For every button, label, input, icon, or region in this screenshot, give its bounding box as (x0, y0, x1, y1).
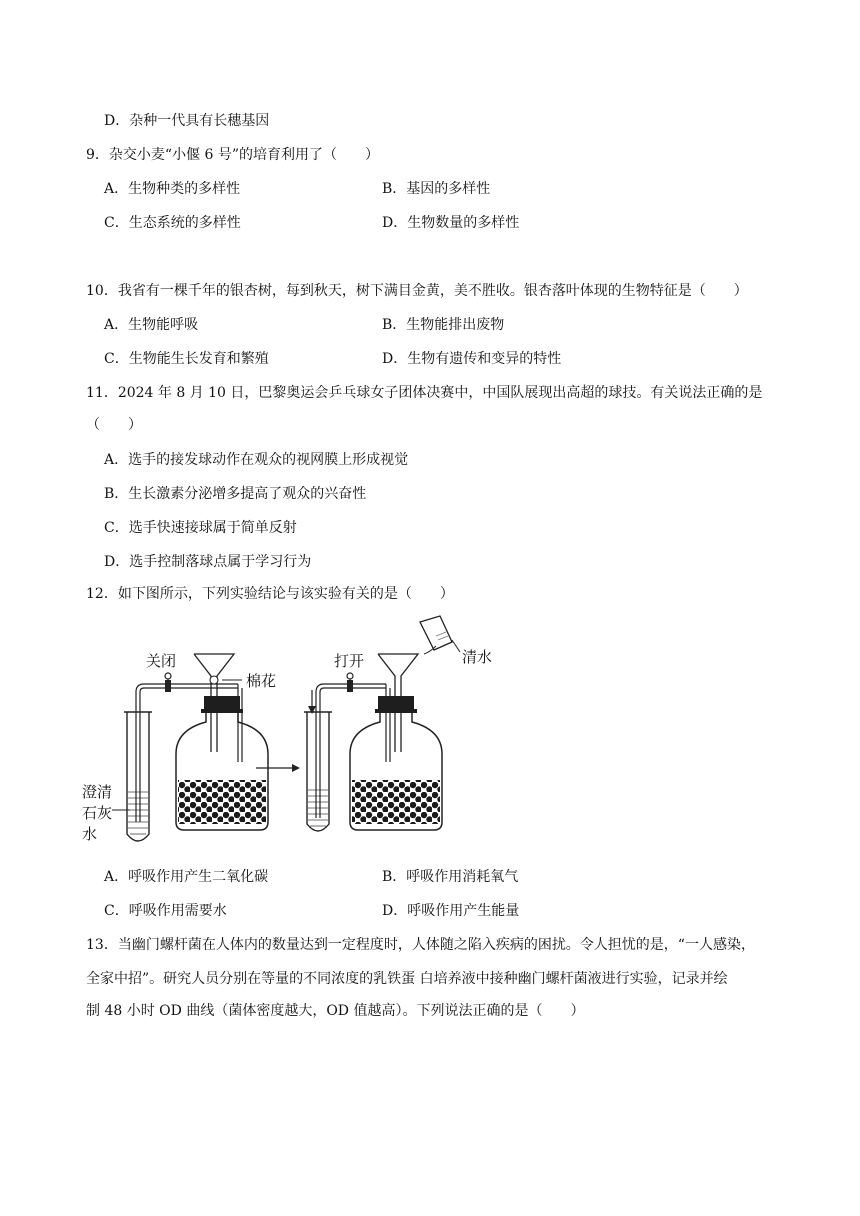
label-water: 清水 (462, 648, 493, 666)
limewater-liquid (128, 792, 148, 834)
q13-stem-line3: 制 48 小时 OD 曲线（菌体密度越大，OD 值越高）。下列说法正确的是（ ） (86, 1003, 585, 1019)
left-seeds (178, 780, 266, 824)
q11-option-a: A．选手的接发球动作在观众的视网膜上形成视觉 (104, 452, 409, 468)
right-valve (347, 673, 353, 692)
q10-option-b: B．生物能排出废物 (382, 317, 505, 333)
right-limewater-liquid (308, 790, 328, 826)
label-cotton: 棉花 (246, 672, 277, 690)
label-close: 关闭 (146, 652, 177, 670)
q9-option-c: C．生态系统的多样性 (104, 215, 241, 231)
q8-option-d: D．杂种一代具有长穗基因 (104, 113, 270, 129)
q9-stem: 9．杂交小麦“小偃 6 号”的培育利用了（ ） (86, 147, 380, 163)
right-apparatus (304, 616, 492, 831)
q12-option-b: B．呼吸作用消耗氧气 (382, 869, 519, 885)
left-apparatus (82, 652, 276, 843)
right-stopper (378, 696, 414, 710)
label-open: 打开 (334, 652, 365, 670)
beaker-pouring (420, 616, 452, 654)
q13-stem-line2: 全家中招”。研究人员分别在等量的不同浓度的乳铁蛋 白培养液中接种幽门螺杆菌液进行实验，记录并绘 (86, 971, 728, 987)
left-valve (165, 673, 171, 692)
q9-option-b: B．基因的多样性 (382, 181, 491, 197)
label-limewater-2: 石灰 (82, 804, 113, 822)
q9-option-a: A．生物种类的多样性 (104, 181, 241, 197)
q12-option-a: A．呼吸作用产生二氧化碳 (104, 869, 269, 885)
q10-option-d: D．生物有遗传和变异的特性 (382, 351, 562, 367)
q11-option-d: D．选手控制落球点属于学习行为 (104, 554, 312, 570)
label-limewater-1: 澄清 (82, 783, 113, 801)
q11-option-b: B．生长激素分泌增多提高了观众的兴奋性 (104, 486, 367, 502)
left-stopper (204, 696, 240, 710)
transition-arrow (256, 764, 300, 772)
q10-option-c: C．生物能生长发育和繁殖 (104, 351, 269, 367)
q9-option-d: D．生物数量的多样性 (382, 215, 520, 231)
right-test-tube (307, 712, 329, 831)
q11-stem-line2: （ ） (86, 417, 142, 433)
q12-experiment-figure (80, 612, 500, 848)
right-seeds (352, 780, 440, 824)
q10-stem: 10．我省有一棵千年的银杏树，每到秋天，树下满目金黄，美不胜收。银杏落叶体现的生物特征是（ ） (86, 283, 748, 299)
q12-stem: 12．如下图所示，下列实验结论与该实验有关的是（ ） (86, 586, 454, 602)
q11-option-c: C．选手快速接球属于简单反射 (104, 520, 297, 536)
q12-option-d: D．呼吸作用产生能量 (382, 903, 520, 919)
label-limewater-3: 水 (82, 825, 98, 843)
q12-option-c: C．呼吸作用需要水 (104, 903, 227, 919)
q10-option-a: A．生物能呼吸 (104, 317, 199, 333)
cotton-ball (210, 676, 218, 684)
q11-stem-line1: 11．2024 年 8 月 10 日，巴黎奥运会乒乓球女子团体决赛中，中国队展现出高超的球技。有关说法正确的是 (86, 385, 763, 401)
q13-stem-line1: 13．当幽门螺杆菌在人体内的数量达到一定程度时，人体随之陷入疾病的困扰。令人担忧的是，“一人感染， (86, 937, 755, 953)
